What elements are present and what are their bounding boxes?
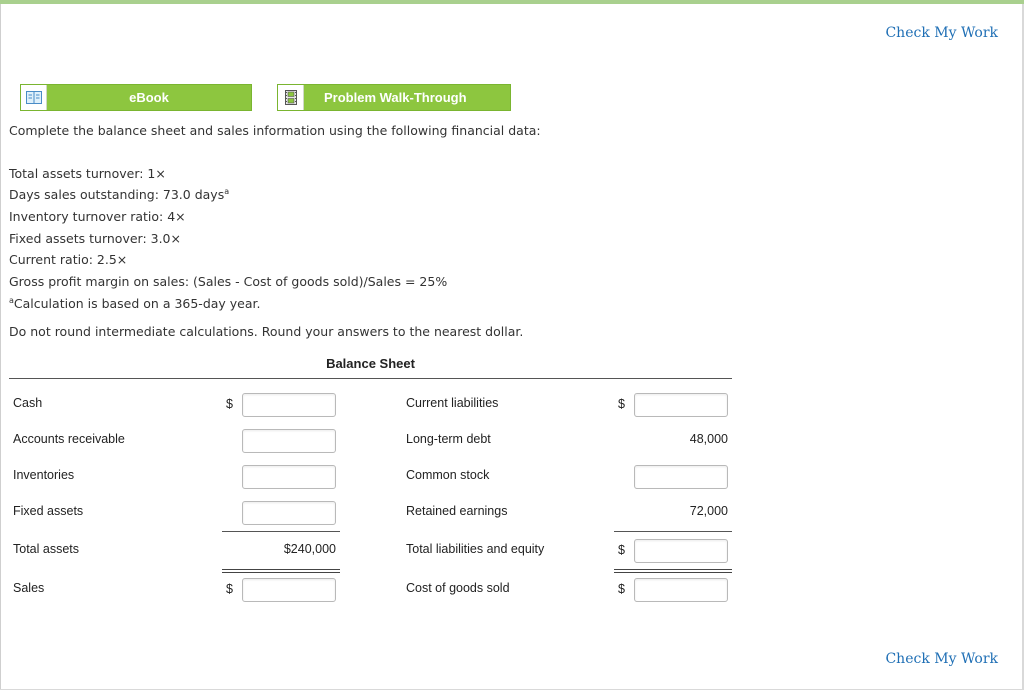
retained-earnings-value: 72,000 — [689, 504, 728, 518]
data-item: Fixed assets turnover: 3.0× — [9, 231, 181, 246]
common-stock-label: Common stock — [406, 468, 490, 482]
cost-of-goods-sold-input[interactable] — [634, 578, 728, 602]
total-assets-value: $240,000 — [283, 542, 336, 556]
retained-earnings-label: Retained earnings — [406, 504, 508, 518]
footnote-marker: a — [9, 296, 14, 305]
total-assets-label: Total assets — [13, 542, 80, 556]
footnote: $^a$Calculation is based on a 365-day year. — [9, 296, 261, 312]
inventories-input[interactable] — [242, 465, 336, 489]
ebook-button[interactable] — [20, 84, 252, 111]
check-my-work-link[interactable]: Check My Work — [885, 651, 998, 667]
data-item: Inventory turnover ratio: 4× — [9, 209, 186, 224]
current-liabilities-label: Current liabilities — [406, 396, 499, 410]
accounts-receivable-input[interactable] — [242, 429, 336, 453]
top-rule — [0, 0, 1024, 4]
long-term-debt-value: 48,000 — [689, 432, 728, 446]
data-item: Gross profit margin on sales: (Sales - Cost of goods sold)/Sales = 25% — [9, 274, 448, 289]
data-item: Days sales outstanding: 73.0 days$^a$ — [9, 187, 230, 203]
common-stock-input[interactable] — [634, 465, 728, 489]
currency-symbol: $ — [618, 397, 625, 411]
total-liabilities-equity-input[interactable] — [634, 539, 728, 563]
currency-symbol: $ — [618, 582, 625, 596]
currency-symbol: $ — [618, 543, 625, 557]
subtotal-rule — [614, 531, 732, 532]
balance-sheet-title: Balance Sheet — [326, 356, 415, 371]
total-double-rule — [222, 569, 340, 570]
book-icon — [21, 85, 47, 110]
currency-symbol: $ — [226, 397, 233, 411]
data-item: Total assets turnover: 1× — [9, 166, 166, 181]
subtotal-rule — [222, 531, 340, 532]
instructions-text: Complete the balance sheet and sales information using the following financial data: — [9, 123, 541, 138]
problem-walkthrough-button[interactable] — [277, 84, 511, 111]
total-double-rule — [222, 572, 340, 573]
check-my-work-link[interactable]: Check My Work — [885, 25, 998, 41]
fixed-assets-input[interactable] — [242, 501, 336, 525]
cost-of-goods-sold-label: Cost of goods sold — [406, 581, 510, 595]
current-liabilities-input[interactable] — [634, 393, 728, 417]
long-term-debt-label: Long-term debt — [406, 432, 491, 446]
data-item: Current ratio: 2.5× — [9, 252, 128, 267]
cash-label: Cash — [13, 396, 43, 410]
currency-symbol: $ — [226, 582, 233, 596]
table-header-rule — [9, 378, 732, 379]
film-icon — [278, 85, 304, 110]
fixed-assets-label: Fixed assets — [13, 504, 84, 518]
problem-walkthrough-label: Problem Walk-Through — [324, 90, 467, 105]
total-liabilities-equity-label: Total liabilities and equity — [406, 542, 545, 556]
footnote-marker: a — [224, 187, 230, 196]
sales-input[interactable] — [242, 578, 336, 602]
ebook-label: eBook — [129, 90, 169, 105]
sales-label: Sales — [13, 581, 45, 595]
total-double-rule — [614, 572, 732, 573]
total-double-rule — [614, 569, 732, 570]
inventories-label: Inventories — [13, 468, 75, 482]
rounding-note: Do not round intermediate calculations. Round your answers to the nearest dollar. — [9, 324, 524, 339]
accounts-receivable-label: Accounts receivable — [13, 432, 125, 446]
frame-border — [0, 4, 1, 690]
cash-input[interactable] — [242, 393, 336, 417]
